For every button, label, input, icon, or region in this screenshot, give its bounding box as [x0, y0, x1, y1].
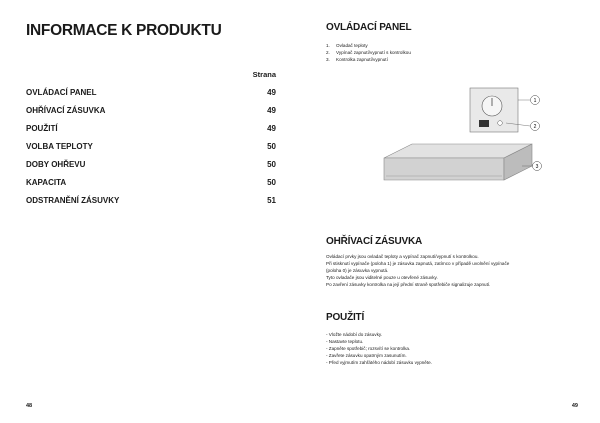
drawer-description — [326, 253, 572, 288]
toc-item-label: VOLBA TEPLOTY — [26, 142, 93, 151]
page-number: 49 — [571, 403, 578, 409]
callout-label: 3 — [535, 164, 539, 170]
list-item: - Zapněte spotřebič; rozsvítí se kontrolka. — [326, 346, 411, 351]
toc-item-label: POUŽITÍ — [26, 124, 58, 133]
list-item: - Zavřete zásuvku opatrným zasunutím. — [326, 353, 407, 358]
toc-item-page: 49 — [267, 106, 276, 115]
text-line: Při stisknutí vypínače (poloha 1) je zásuvka zapnutá, zatímco v případě uvolnění vypínače — [326, 261, 510, 266]
toc-item-page: 50 — [267, 178, 276, 187]
toc-item[interactable] — [26, 120, 276, 138]
toc-item-label: ODSTRANĚNÍ ZÁSUVKY — [26, 196, 120, 205]
toc-item-page: 49 — [267, 124, 276, 133]
text-line: (poloha 0) je zásuvka vypnutá. — [326, 268, 389, 273]
on-off-switch-icon — [479, 120, 489, 127]
text-line: Po zavření zásuvky kontrolka na její přední straně spotřebiče signalizuje zapnutí. — [326, 282, 491, 287]
list-item-number: 1. — [326, 43, 330, 48]
list-item: - Nastavte teplotu. — [326, 339, 364, 344]
text-line: Ovládací prvky jsou ovladač teploty a vypínač zapnutí/vypnutí s kontrolkou. — [326, 254, 479, 259]
toc-item-label: OVLÁDACÍ PANEL — [26, 88, 97, 97]
list-item-text: Ovladač teploty — [336, 43, 368, 48]
indicator-lamp-icon — [498, 121, 503, 126]
warming-drawer-illustration — [382, 86, 542, 196]
list-item-number: 3. — [326, 57, 330, 62]
control-panel-list — [326, 42, 411, 63]
toc-item-page: 50 — [267, 142, 276, 151]
text-line: Tyto ovladače jsou viditelné pouze u otevřené zásuvky. — [326, 275, 438, 280]
section-heading-panel: OVLÁDACÍ PANEL — [326, 22, 412, 33]
section-heading-drawer: OHŘÍVACÍ ZÁSUVKA — [326, 236, 423, 247]
list-item: - Před vyjmutím zahřátého nádobí zásuvku vypněte. — [326, 360, 432, 365]
table-of-contents — [26, 84, 276, 210]
list-item — [326, 49, 411, 56]
list-item — [326, 56, 411, 63]
section-heading-usage: POUŽITÍ — [326, 312, 365, 323]
toc-item[interactable] — [26, 138, 276, 156]
toc-item-page: 50 — [267, 160, 276, 169]
toc-item[interactable] — [26, 156, 276, 174]
right-page — [300, 0, 600, 423]
list-item: - Vložte nádobí do zásuvky. — [326, 332, 383, 337]
list-item — [326, 42, 411, 49]
list-item-number: 2. — [326, 50, 330, 55]
page-column-label: Strana — [252, 70, 276, 79]
list-item-text: Vypínač zapnutí/vypnutí s kontrolkou — [336, 50, 411, 55]
callout-label: 2 — [533, 124, 537, 130]
toc-item-label: DOBY OHŘEVU — [26, 160, 86, 169]
usage-steps — [326, 331, 572, 366]
toc-item[interactable] — [26, 102, 276, 120]
toc-item-page: 49 — [267, 88, 276, 97]
page-title: INFORMACE K PRODUKTU — [26, 22, 222, 39]
toc-item-label: OHŘÍVACÍ ZÁSUVKA — [26, 106, 106, 115]
toc-item[interactable] — [26, 192, 276, 210]
toc-item[interactable] — [26, 174, 276, 192]
toc-item[interactable] — [26, 84, 276, 102]
page-number: 48 — [26, 403, 33, 409]
toc-item-page: 51 — [267, 196, 276, 205]
toc-item-label: KAPACITA — [26, 178, 67, 187]
list-item-text: Kontrolka zapnutí/vypnutí — [336, 57, 388, 62]
drawer-front — [384, 158, 504, 180]
callout-label: 1 — [533, 98, 537, 104]
